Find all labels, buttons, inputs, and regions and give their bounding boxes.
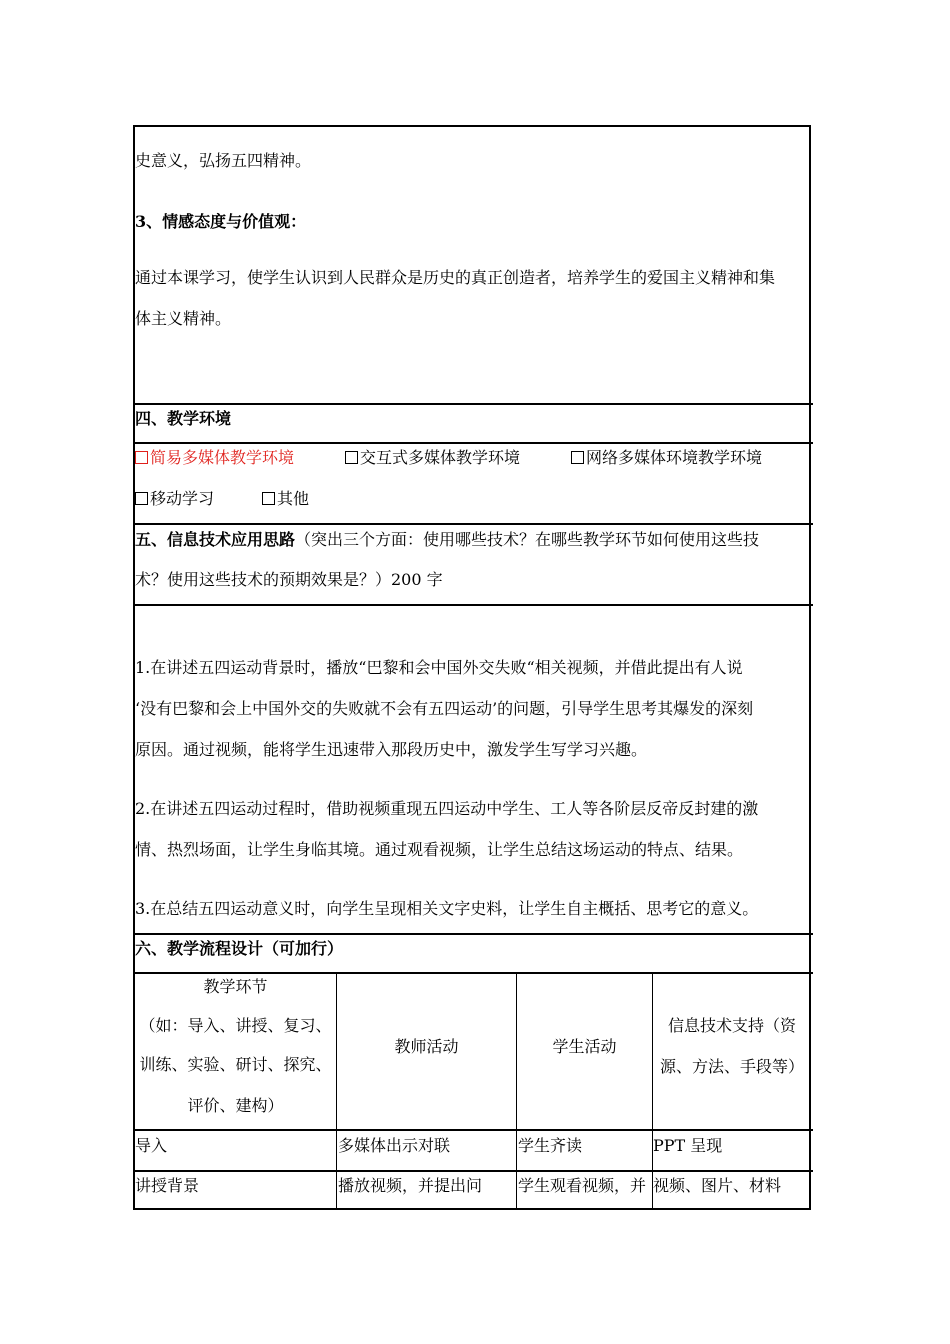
column-divider bbox=[336, 973, 337, 1210]
option-label: 其他 bbox=[277, 489, 310, 508]
checkbox-icon bbox=[262, 492, 275, 505]
option-label: 网络多媒体环境教学环境 bbox=[586, 448, 763, 467]
it-paragraph-line: 情、热烈场面，让学生身临其境。通过观看视频，让学生总结这场运动的特点、结果。 bbox=[135, 840, 744, 859]
row-divider bbox=[133, 1170, 813, 1172]
table-cell-student: 学生齐读 bbox=[518, 1136, 583, 1155]
table-header-tech: 源、方法、手段等） bbox=[659, 1057, 804, 1076]
objective-text-line: 史意义，弘扬五四精神。 bbox=[135, 151, 312, 170]
section-note-line: 术？使用这些技术的预期效果是？）200 字 bbox=[135, 570, 443, 589]
env-option-interactive[interactable] bbox=[345, 448, 520, 468]
row-divider bbox=[133, 972, 813, 974]
option-label: 简易多媒体教学环境 bbox=[150, 448, 295, 467]
column-divider bbox=[652, 973, 653, 1210]
checkbox-icon bbox=[571, 451, 584, 464]
checkbox-icon bbox=[135, 492, 148, 505]
table-header-teacher: 教师活动 bbox=[394, 1037, 459, 1056]
table-header-stage-note: （如：导入、讲授、复习、 bbox=[139, 1016, 332, 1035]
it-paragraph-line: 3.在总结五四运动意义时，向学生呈现相关文字史料，让学生自主概括、思考它的意义。 bbox=[135, 899, 759, 918]
table-cell-teacher: 播放视频，并提出问 bbox=[338, 1176, 483, 1195]
checkbox-icon bbox=[135, 451, 148, 464]
attitude-text-line: 体主义精神。 bbox=[135, 309, 232, 328]
env-option-other[interactable] bbox=[262, 489, 309, 509]
section-heading-flow: 六、教学流程设计（可加行） bbox=[135, 939, 344, 958]
row-divider bbox=[133, 933, 813, 935]
env-option-simple-multimedia[interactable] bbox=[135, 448, 294, 468]
table-header-student: 学生活动 bbox=[552, 1037, 617, 1056]
env-option-mobile[interactable] bbox=[135, 489, 214, 509]
it-paragraph-line: 1.在讲述五四运动背景时，播放“巴黎和会中国外交失败“相关视频，并借此提出有人说 bbox=[135, 658, 743, 677]
section-heading-label: 五、信息技术应用思路 bbox=[135, 530, 296, 549]
row-divider bbox=[133, 442, 813, 444]
table-header-stage-note: 训练、实验、研讨、探究、 bbox=[139, 1055, 332, 1074]
table-cell-tech: 视频、图片、材料 bbox=[653, 1176, 782, 1195]
section-note: （突出三个方面：使用哪些技术？在哪些教学环节如何使用这些技 bbox=[295, 530, 760, 549]
section-heading-attitude: 3、情感态度与价值观： bbox=[135, 212, 307, 231]
table-header-tech: 信息技术支持（资 bbox=[667, 1016, 796, 1035]
env-option-network[interactable] bbox=[571, 448, 762, 468]
table-header-stage: 教学环节 bbox=[203, 977, 268, 996]
row-divider bbox=[133, 523, 813, 525]
it-paragraph-line: 原因。通过视频，能将学生迅速带入那段历史中，激发学生写学习兴趣。 bbox=[135, 740, 648, 759]
attitude-text-line: 通过本课学习，使学生认识到人民群众是历史的真正创造者，培养学生的爱国主义精神和集 bbox=[135, 268, 776, 287]
it-paragraph-line: 2.在讲述五四运动过程时，借助视频重现五四运动中学生、工人等各阶层反帝反封建的激 bbox=[135, 799, 759, 818]
row-divider bbox=[133, 604, 813, 606]
table-cell-tech: PPT 呈现 bbox=[653, 1136, 723, 1155]
option-label: 交互式多媒体教学环境 bbox=[360, 448, 521, 467]
row-divider bbox=[133, 403, 813, 405]
checkbox-icon bbox=[345, 451, 358, 464]
it-paragraph-line: ‘没有巴黎和会上中国外交的失败就不会有五四运动’的问题，引导学生思考其爆发的深刻 bbox=[135, 699, 754, 718]
table-cell-stage: 讲授背景 bbox=[135, 1176, 200, 1195]
table-cell-teacher: 多媒体出示对联 bbox=[338, 1136, 451, 1155]
section-heading-it-approach bbox=[135, 530, 759, 550]
row-divider bbox=[133, 1129, 813, 1131]
column-divider bbox=[516, 973, 517, 1210]
table-header-stage-note: 评价、建构） bbox=[187, 1096, 284, 1115]
option-label: 移动学习 bbox=[150, 489, 215, 508]
table-cell-stage: 导入 bbox=[135, 1136, 168, 1155]
table-cell-student: 学生观看视频，并 bbox=[518, 1176, 647, 1195]
section-heading-environment: 四、教学环境 bbox=[135, 409, 232, 428]
